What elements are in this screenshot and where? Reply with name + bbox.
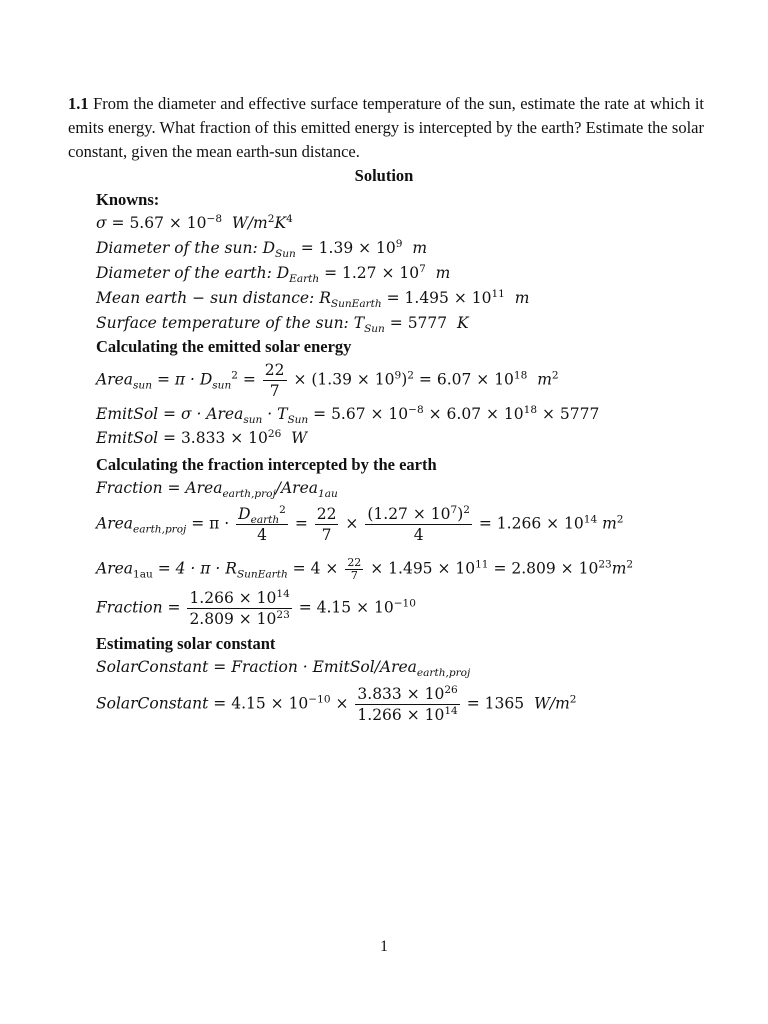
known-diameter-sun: Diameter of the sun: $D_{Sun} = 1.39 \times 10^9$ m — [96, 237, 428, 261]
equation-area-earth-proj: Area$_{earth,proj}$ = π · $\frac{D_{earth}^2}{4}$ = $\frac{22}{7}$ × $\frac{(1.27 \times 10^7)^2}{4}$ = $1.266 \times 10^{14}$ $m^2$ — [96, 503, 624, 544]
equation-fraction-value: Fraction = $\frac{1.266 \times 10^{14}}{2.809 \times 10^{23}}$ = $4.15 \times 10^{-10}$ — [96, 587, 416, 628]
equation-area-1au: Area$_{1au}$ = $4 \cdot \pi \cdot R_{SunEarth} = 4$ × $\frac{22}{7}$ × $1.495 \times 10^{11} = 2.809 \times 10^{23}m^2$ — [96, 556, 634, 582]
problem-text: From the diameter and effective surface temperature of the sun, estimate the rate at which it emits energy. What fraction of this emitted energy is intercepted by the earth? Estimate the solar constant, given the mean earth-sun distance. — [68, 94, 704, 161]
section-solar-constant-heading: Estimating solar constant — [96, 634, 276, 653]
known-mean-distance: Mean earth − sun distance: $R_{SunEarth} = 1.495 \times 10^{11}$ m — [96, 287, 530, 311]
knowns-heading: Knowns: — [96, 190, 160, 209]
equation-fraction-definition: Fraction = Area$_{earth,proj}$/Area$_{1au}$ — [96, 479, 338, 501]
section-emitted-heading: Calculating the emitted solar energy — [96, 337, 352, 356]
known-surface-temperature: Surface temperature of the sun: $T_{Sun} = 5777$ K — [96, 314, 469, 336]
problem-statement — [68, 92, 704, 164]
problem-number: 1.1 — [68, 94, 89, 113]
equation-emitsol-value: EmitSol = $3.833 \times 10^{26}$ W — [96, 427, 308, 447]
equation-solar-constant-definition: SolarConstant = Fraction · EmitSol/Area$_{earth,proj}$ — [96, 658, 471, 680]
section-fraction-heading: Calculating the fraction intercepted by the earth — [96, 455, 437, 474]
equation-emitsol-expression: EmitSol = σ · Area$_{sun}$ · $T_{Sun} = 5.67 \times 10^{-8} \times 6.07 \times 10^{18} \times 5777$ — [96, 403, 600, 427]
solution-heading: Solution — [354, 166, 414, 185]
equation-area-sun: Area$_{sun}$ = $\pi \cdot D_{sun}^2$ = $\frac{22}{7}$ × $(1.39 \times 10^9)^2 = 6.07 \times 10^{18}$ $m^2$ — [96, 361, 559, 400]
equation-solar-constant-value: SolarConstant = $4.15 \times 10^{-10}$ × $\frac{3.833 \times 10^{26}}{1.266 \times 10^{14}}$ = 1365 $W/m^2$ — [96, 683, 577, 724]
known-sigma: $\sigma = 5.67 \times 10^{-8}$ $W/m^2K^4$ — [96, 212, 293, 232]
page-number: 1 — [380, 938, 388, 955]
known-diameter-earth: Diameter of the earth: $D_{Earth} = 1.27 \times 10^7$ m — [96, 262, 451, 286]
